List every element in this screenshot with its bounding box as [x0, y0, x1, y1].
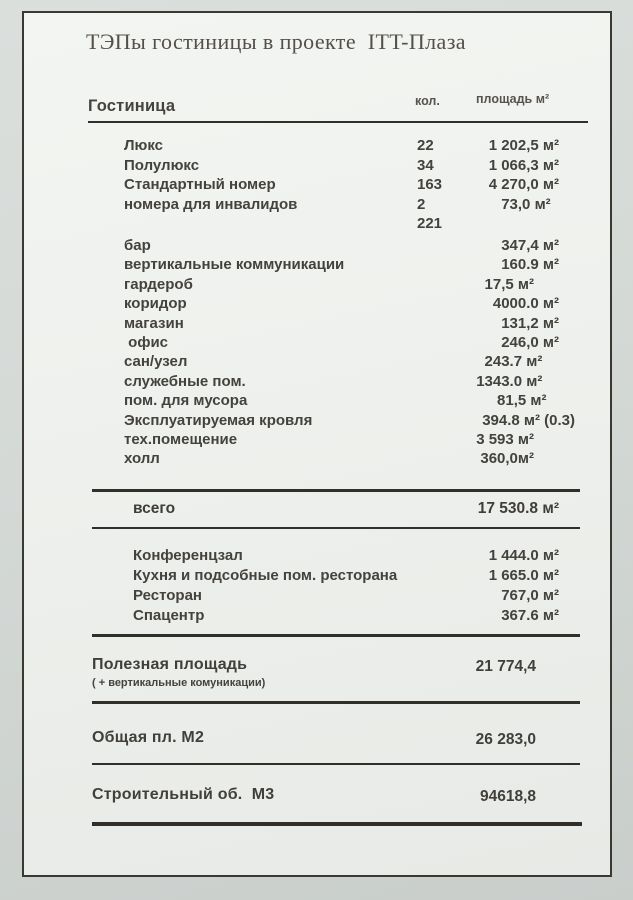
- table-row: [24, 195, 610, 215]
- divider: [92, 489, 580, 492]
- row-area: 81,5 м²: [497, 392, 559, 410]
- row-area: 1343.0 м²: [476, 372, 559, 390]
- summary-label: Полезная площадь: [92, 656, 248, 673]
- summary-label: Строительный об. М3: [92, 786, 275, 803]
- row-quantity: 221: [417, 215, 443, 232]
- paper-sheet: [22, 11, 612, 877]
- divider: [92, 527, 580, 529]
- table-row: [24, 606, 610, 626]
- column-header-quantity: кол.: [415, 94, 440, 108]
- table-row: [24, 275, 610, 294]
- row-label: Эксплуатируемая кровля: [124, 411, 313, 429]
- row-area: 394.8 м² (0.3): [482, 411, 575, 429]
- table-row: [24, 372, 610, 391]
- table-row: [24, 156, 610, 176]
- row-area: 4000.0 м²: [492, 295, 559, 313]
- row-quantity: 2: [417, 195, 426, 213]
- row-area: 3 593 м²: [476, 430, 559, 448]
- row-label: бар: [124, 237, 151, 254]
- row-label: [124, 214, 417, 234]
- divider: [92, 822, 582, 826]
- summary-row-useful-area: [92, 656, 536, 689]
- table-row: [24, 314, 610, 333]
- table-row: [24, 430, 610, 449]
- row-label: тех.помещение: [124, 430, 238, 448]
- total-area: 17 530.8 м²: [477, 500, 559, 517]
- row-area: 347,4 м²: [501, 237, 559, 254]
- table-row: [24, 411, 610, 430]
- row-label: Спацентр: [133, 607, 205, 624]
- row-label: Конференцзал: [133, 547, 243, 564]
- total-row: [24, 500, 610, 518]
- row-label: Ресторан: [133, 587, 202, 604]
- summary-value: 26 283,0: [475, 731, 536, 748]
- row-label: Кухня и подсобные пом. ресторана: [133, 567, 398, 584]
- row-label: номера для инвалидов: [124, 195, 298, 213]
- row-area: 1 665.0 м²: [488, 567, 559, 584]
- summary-row-building-volume: [92, 786, 536, 806]
- summary-value: 94618,8: [479, 788, 536, 805]
- column-header-area: площадь м²: [476, 92, 550, 106]
- row-area: 1 066,3 м²: [488, 156, 559, 174]
- rooms-section: [24, 136, 610, 234]
- row-area: 360,0м²: [480, 450, 559, 468]
- summary-row-gross-area: [92, 729, 536, 749]
- table-row: [24, 352, 610, 371]
- row-quantity: 163: [417, 176, 443, 193]
- table-row: [24, 566, 610, 586]
- row-area: 367.6 м²: [501, 607, 559, 624]
- row-area: 767,0 м²: [501, 587, 559, 604]
- header-divider: [88, 121, 588, 123]
- divider: [92, 763, 580, 765]
- table-row: [24, 136, 610, 156]
- table-row: [24, 255, 610, 274]
- row-area: 17,5 м²: [484, 275, 559, 293]
- row-label: коридор: [124, 295, 187, 313]
- total-label: всего: [133, 500, 176, 517]
- table-row: [24, 333, 610, 352]
- table-row: [24, 236, 610, 255]
- table-row: [24, 294, 610, 313]
- table-row: [24, 546, 610, 566]
- row-label: Люкс: [124, 137, 163, 154]
- summary-note: ( + вертикальные комуникации): [92, 677, 266, 689]
- row-label: пом. для мусора: [124, 392, 248, 410]
- row-area: 243.7 м²: [484, 353, 559, 371]
- table-row: [24, 449, 610, 468]
- table-row: [24, 175, 610, 195]
- summary-value: 21 774,4: [475, 658, 536, 675]
- row-area: [477, 214, 559, 234]
- table-row-total-count: [24, 214, 610, 234]
- row-quantity: 22: [417, 137, 434, 154]
- section-heading-hotel: Гостиница: [88, 97, 176, 115]
- row-area: 1 202,5 м²: [488, 137, 559, 154]
- row-label: вертикальные коммуникации: [124, 256, 345, 274]
- facilities-section: [24, 236, 610, 469]
- table-row: [24, 586, 610, 606]
- table-row: [24, 391, 610, 410]
- row-area: 1 444.0 м²: [488, 547, 559, 564]
- divider: [92, 634, 580, 637]
- summary-label: Общая пл. М2: [92, 729, 205, 746]
- page-title: ТЭПы гостиницы в проекте ITT-Плаза: [86, 29, 466, 54]
- row-area: 131,2 м²: [501, 314, 559, 332]
- row-label: магазин: [124, 314, 184, 332]
- row-area: 246,0 м²: [501, 333, 559, 351]
- amenities-section: [24, 546, 610, 626]
- row-area: 73,0 м²: [501, 195, 559, 213]
- summary-label-group: [92, 656, 265, 689]
- row-label: сан/узел: [124, 353, 188, 371]
- row-area: 160.9 м²: [501, 256, 559, 274]
- row-label: офис: [124, 333, 169, 351]
- row-label: Стандартный номер: [124, 176, 276, 193]
- row-quantity: 34: [417, 156, 434, 174]
- row-label: гардероб: [124, 275, 193, 293]
- row-label: служебные пом.: [124, 372, 246, 390]
- divider: [92, 701, 580, 704]
- row-label: холл: [124, 450, 160, 468]
- row-area: 4 270,0 м²: [488, 176, 559, 193]
- row-label: Полулюкс: [124, 156, 200, 174]
